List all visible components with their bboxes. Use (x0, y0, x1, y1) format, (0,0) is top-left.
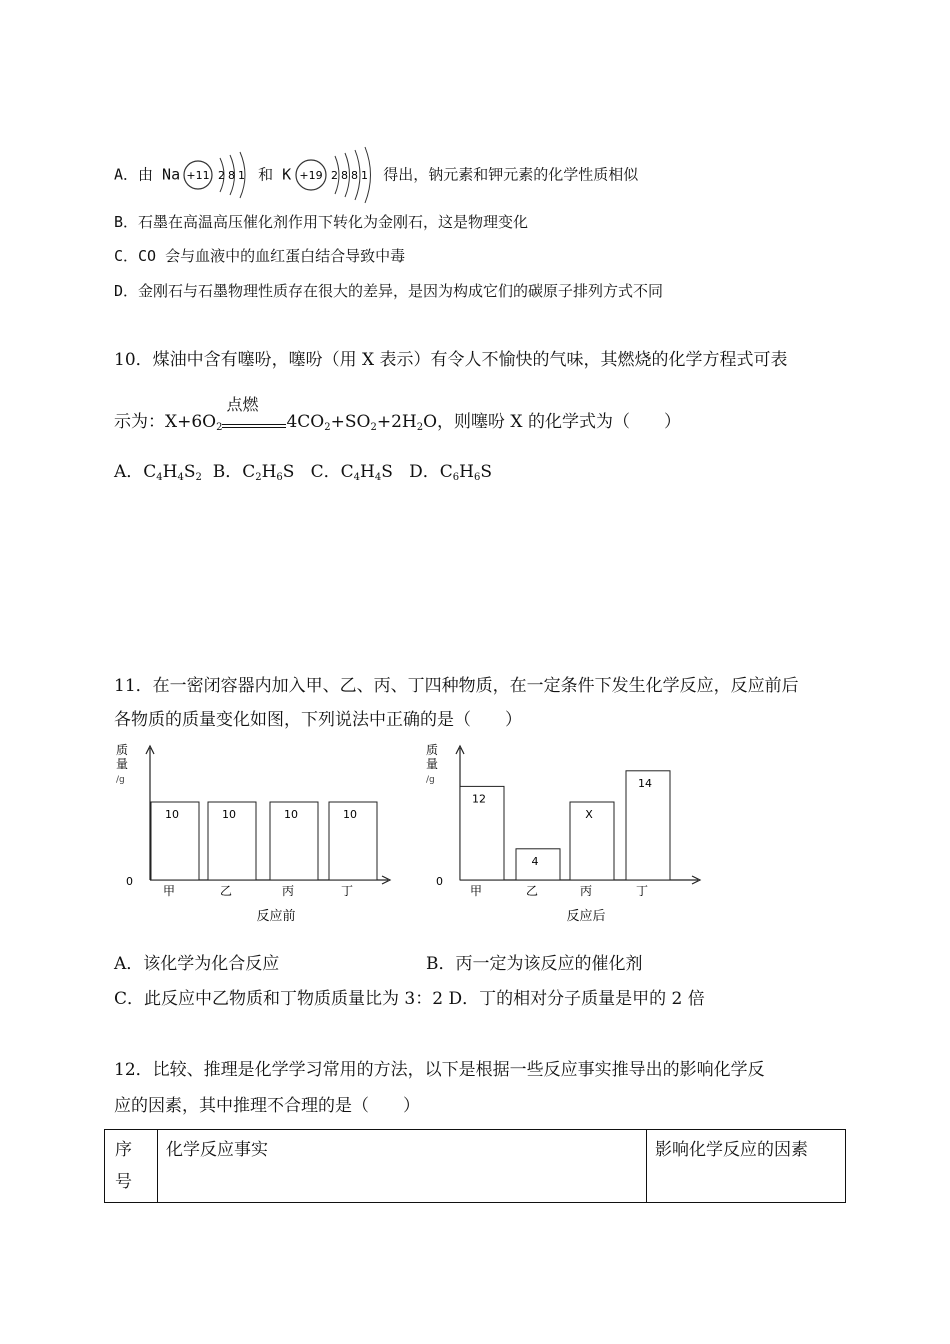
k-shell-count: 1 (361, 169, 369, 182)
y-axis-label: 量 (116, 757, 129, 771)
k-shell-count: 2 (331, 169, 339, 182)
q10-eq-suffix: ，则噻吩 X 的化学式为（ ） (437, 412, 681, 432)
x-tick-label: 甲 (469, 884, 483, 898)
q10-eq-prefix: 示为：X+6O (114, 412, 217, 432)
x-tick-label: 乙 (525, 884, 539, 898)
potassium-atom-diagram (291, 146, 383, 204)
q12-table (104, 1129, 846, 1203)
x-tick-label: 乙 (219, 884, 233, 898)
na-nucleus-label: +11 (186, 169, 210, 182)
q11-option-b: B．丙一定为该反应的催化剂 (426, 954, 643, 974)
q10-stem: 10．煤油中含有噻吩，噻吩（用 X 表示）有令人不愉快的气味，其燃烧的化学方程式可表 (114, 350, 788, 370)
y-axis-label: 量 (426, 757, 439, 771)
table-header-cell (105, 1130, 158, 1203)
x-tick-label: 丙 (281, 884, 295, 898)
chart-title: 反应后 (566, 909, 606, 924)
na-shell-count: 2 (218, 169, 226, 182)
q11-stem-line2: 各物质的质量变化如图，下列说法中正确的是（ ） (114, 710, 522, 730)
q9-a-prefix: A．由 Na (114, 165, 181, 184)
na-shell-count: 8 (228, 169, 236, 182)
q9-a-mid: 和 K (258, 165, 292, 184)
q12-stem-line2: 应的因素，其中推理不合理的是（ ） (114, 1096, 420, 1116)
reaction-condition: 点燃 (226, 394, 259, 414)
q9-option-d: D．金刚石与石墨物理性质存在很大的差异，是因为构成它们的碳原子排列方式不同 (114, 282, 664, 300)
k-shell-count: 8 (351, 169, 359, 182)
chart-title: 反应前 (256, 909, 296, 924)
q9-option-b: B．石墨在高温高压催化剂作用下转化为金刚石，这是物理变化 (114, 213, 529, 231)
k-nucleus-label: +19 (299, 169, 323, 182)
q12-stem-line1: 12．比较、推理是化学学习常用的方法，以下是根据一些反应事实推导出的影响化学反 (114, 1060, 765, 1080)
x-tick-label: 丙 (579, 884, 593, 898)
sodium-atom-diagram (180, 150, 258, 200)
q9-option-a (114, 146, 638, 204)
y-axis-unit: /g (116, 775, 125, 785)
header-seq: 序号 (115, 1140, 132, 1192)
q11-stem-line1: 11．在一密闭容器内加入甲、乙、丙、丁四种物质，在一定条件下发生化学反应，反应前后 (114, 676, 799, 696)
x-tick-label: 丁 (340, 884, 354, 898)
q9-a-suffix: 得出，钠元素和钾元素的化学性质相似 (383, 165, 639, 184)
bar-value-label: 12 (472, 792, 486, 806)
chart-before-reaction (108, 740, 408, 930)
bar-value-label: 4 (531, 854, 539, 868)
table-header-cell: 化学反应事实 (158, 1130, 647, 1203)
x-tick-label: 丁 (635, 884, 649, 898)
reaction-arrow (222, 394, 286, 433)
y-axis-label: 质 (116, 743, 129, 757)
table-header-row (105, 1130, 846, 1203)
q9-option-c: C．CO 会与血液中的血红蛋白结合导致中毒 (114, 247, 406, 265)
origin-label: 0 (126, 875, 133, 888)
x-tick-label: 甲 (162, 884, 176, 898)
bar-value-label: 10 (165, 808, 179, 821)
origin-label: 0 (436, 875, 443, 888)
q11-option-cd: C．此反应中乙物质和丁物质质量比为 3：2 D．丁的相对分子质量是甲的 2 倍 (114, 989, 705, 1009)
table-header-cell: 影响化学反应的因素 (647, 1130, 846, 1203)
na-shell-count: 1 (238, 169, 246, 182)
y-axis-unit: /g (426, 775, 435, 785)
bar-value-label: 10 (284, 808, 298, 821)
y-axis-label: 质 (426, 743, 439, 757)
chart-after-reaction (418, 740, 718, 930)
bar-value-label: X (585, 808, 593, 821)
q10-options: A．$C_4H_4S_2$ B．$C_2H_6S$ C．$C_4H_4S$ D．$C_6H_6S$ (114, 462, 492, 483)
q11-option-a: A．该化学为化合反应 (114, 954, 280, 974)
bar-value-label: 10 (222, 808, 236, 821)
q10-equation: 示为：$X+6O_2$ 点燃 $4CO_2+SO_2+2H_2O$，则噻吩 X 的化学式为（ ） (114, 394, 681, 433)
k-shell-count: 8 (341, 169, 349, 182)
bar-value-label: 14 (638, 776, 652, 790)
bar-value-label: 10 (343, 808, 357, 821)
